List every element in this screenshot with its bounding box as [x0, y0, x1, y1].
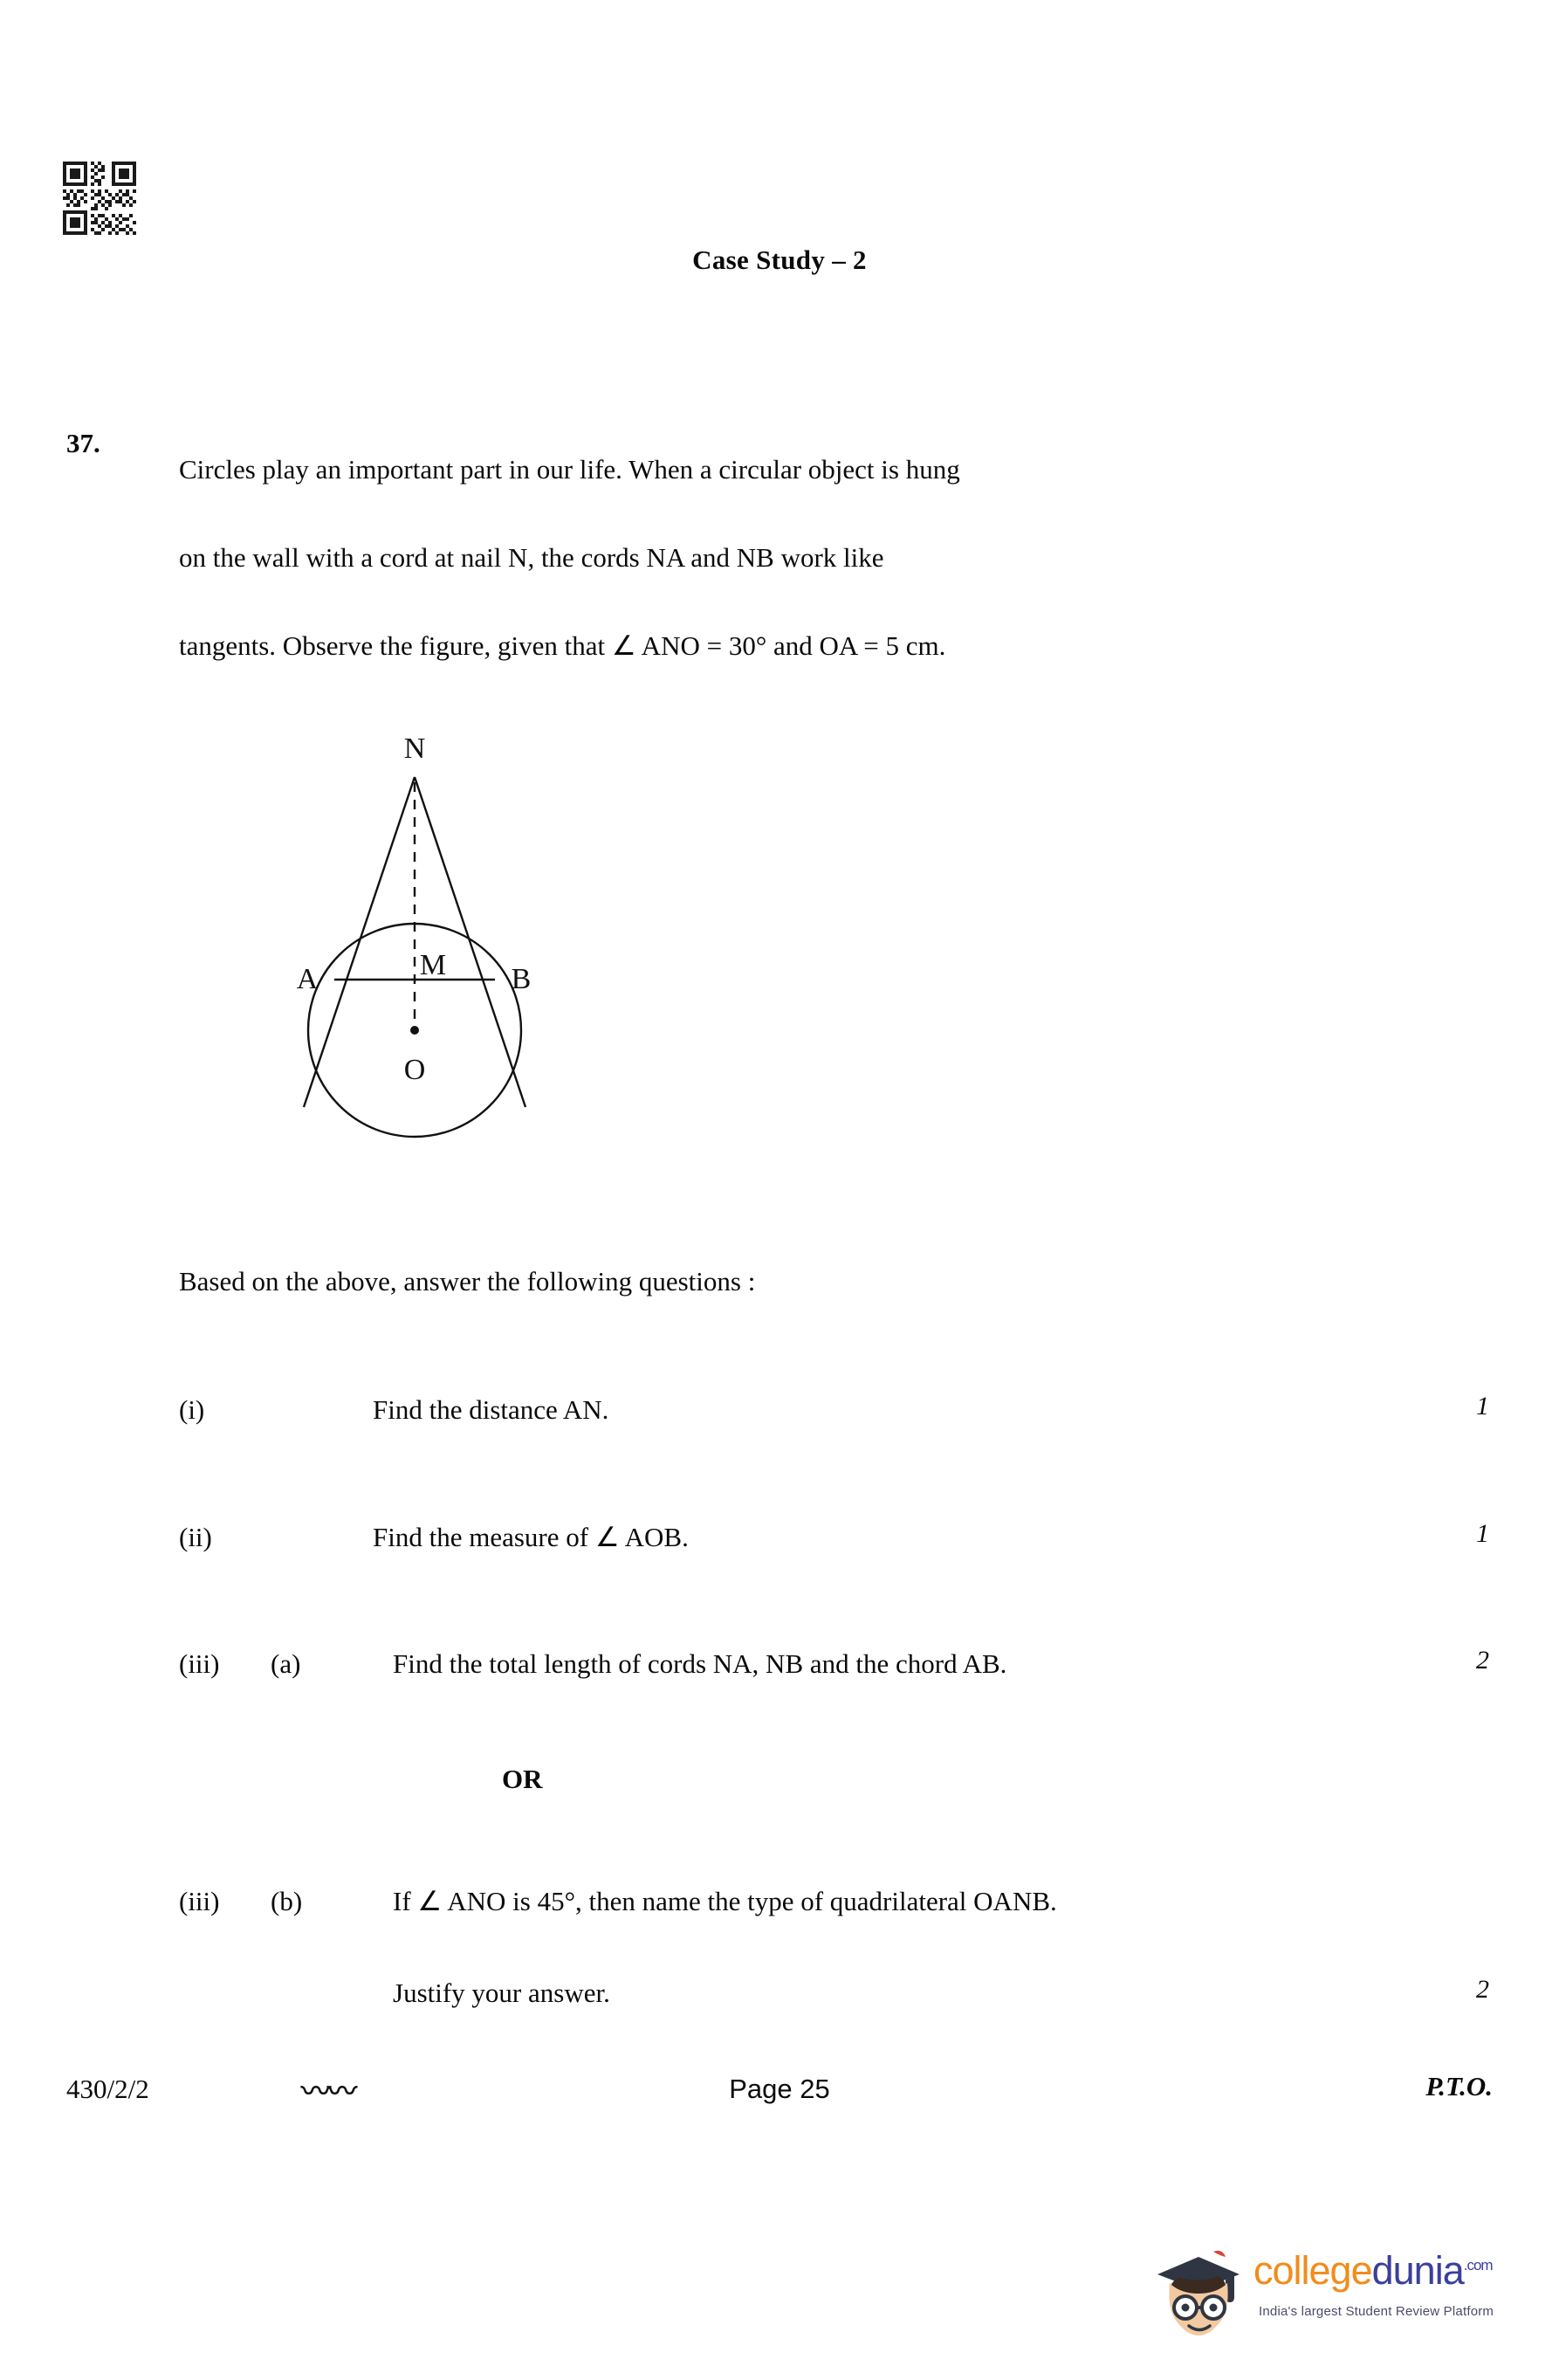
question-line-1: Circles play an important part in our life. When a circular object is hung — [179, 454, 960, 485]
sub-question-i-text: Find the distance AN. — [373, 1394, 609, 1425]
sub-question-iii-b-sublabel: (b) — [271, 1886, 303, 1916]
sub-question-ii-label: (ii) — [179, 1522, 212, 1552]
sub-question-iii-b-text: If ∠ ANO is 45°, then name the type of quadrilateral OANB. — [393, 1886, 1057, 1916]
svg-text:A: A — [296, 963, 319, 995]
paper-code: 430/2/2 — [66, 2074, 149, 2104]
brand-name-part1: college — [1253, 2248, 1372, 2293]
svg-text:B: B — [511, 963, 532, 995]
sub-question-iii-b-text2: Justify your answer. — [393, 1978, 610, 2008]
sub-question-iii-a-text: Find the total length of cords NA, NB and the chord AB. — [393, 1648, 1007, 1679]
question-line-2: on the wall with a cord at nail N, the cords NA and NB work like — [179, 542, 884, 573]
or-separator: OR — [502, 1764, 543, 1794]
sub-question-iii-b-marks: 2 — [1476, 1975, 1489, 2004]
pto-label: P.T.O. — [1425, 2071, 1493, 2101]
sub-question-ii-text: Find the measure of ∠ AOB. — [373, 1522, 689, 1552]
sub-question-iii-a-label: (iii) — [179, 1648, 220, 1679]
question-number: 37. — [66, 428, 100, 458]
qr-code-icon — [63, 162, 136, 235]
page-title: Case Study – 2 — [692, 244, 867, 275]
sub-question-iii-a-sublabel: (a) — [271, 1648, 301, 1679]
svg-text:O: O — [403, 1054, 426, 1086]
brand-name — [1253, 2248, 1493, 2294]
mascot-icon — [1150, 2245, 1247, 2342]
svg-text:N: N — [403, 733, 426, 765]
squiggle-divider-icon: 〰〰 — [301, 2076, 354, 2108]
page-number: Page 25 — [729, 2074, 830, 2104]
sub-question-i-label: (i) — [179, 1394, 205, 1425]
brand-name-part2: dunia — [1371, 2248, 1464, 2293]
brand-dotcom: .com — [1463, 2257, 1493, 2273]
sub-question-ii-marks: 1 — [1476, 1519, 1489, 1548]
brand-tagline: India's largest Student Review Platform — [1259, 2304, 1494, 2319]
sub-question-i-marks: 1 — [1476, 1392, 1489, 1420]
sub-question-iii-b-label: (iii) — [179, 1886, 220, 1916]
collegedunia-watermark — [1150, 2239, 1517, 2344]
answer-prompt: Based on the above, answer the following questions : — [179, 1266, 756, 1297]
question-text — [179, 425, 1432, 690]
question-line-3: tangents. Observe the figure, given that ∠ ANO = 30° and OA = 5 cm. — [179, 630, 946, 661]
sub-question-iii-a-marks: 2 — [1476, 1646, 1489, 1675]
svg-text:M: M — [419, 949, 447, 981]
circle-tangent-figure — [262, 725, 611, 1170]
